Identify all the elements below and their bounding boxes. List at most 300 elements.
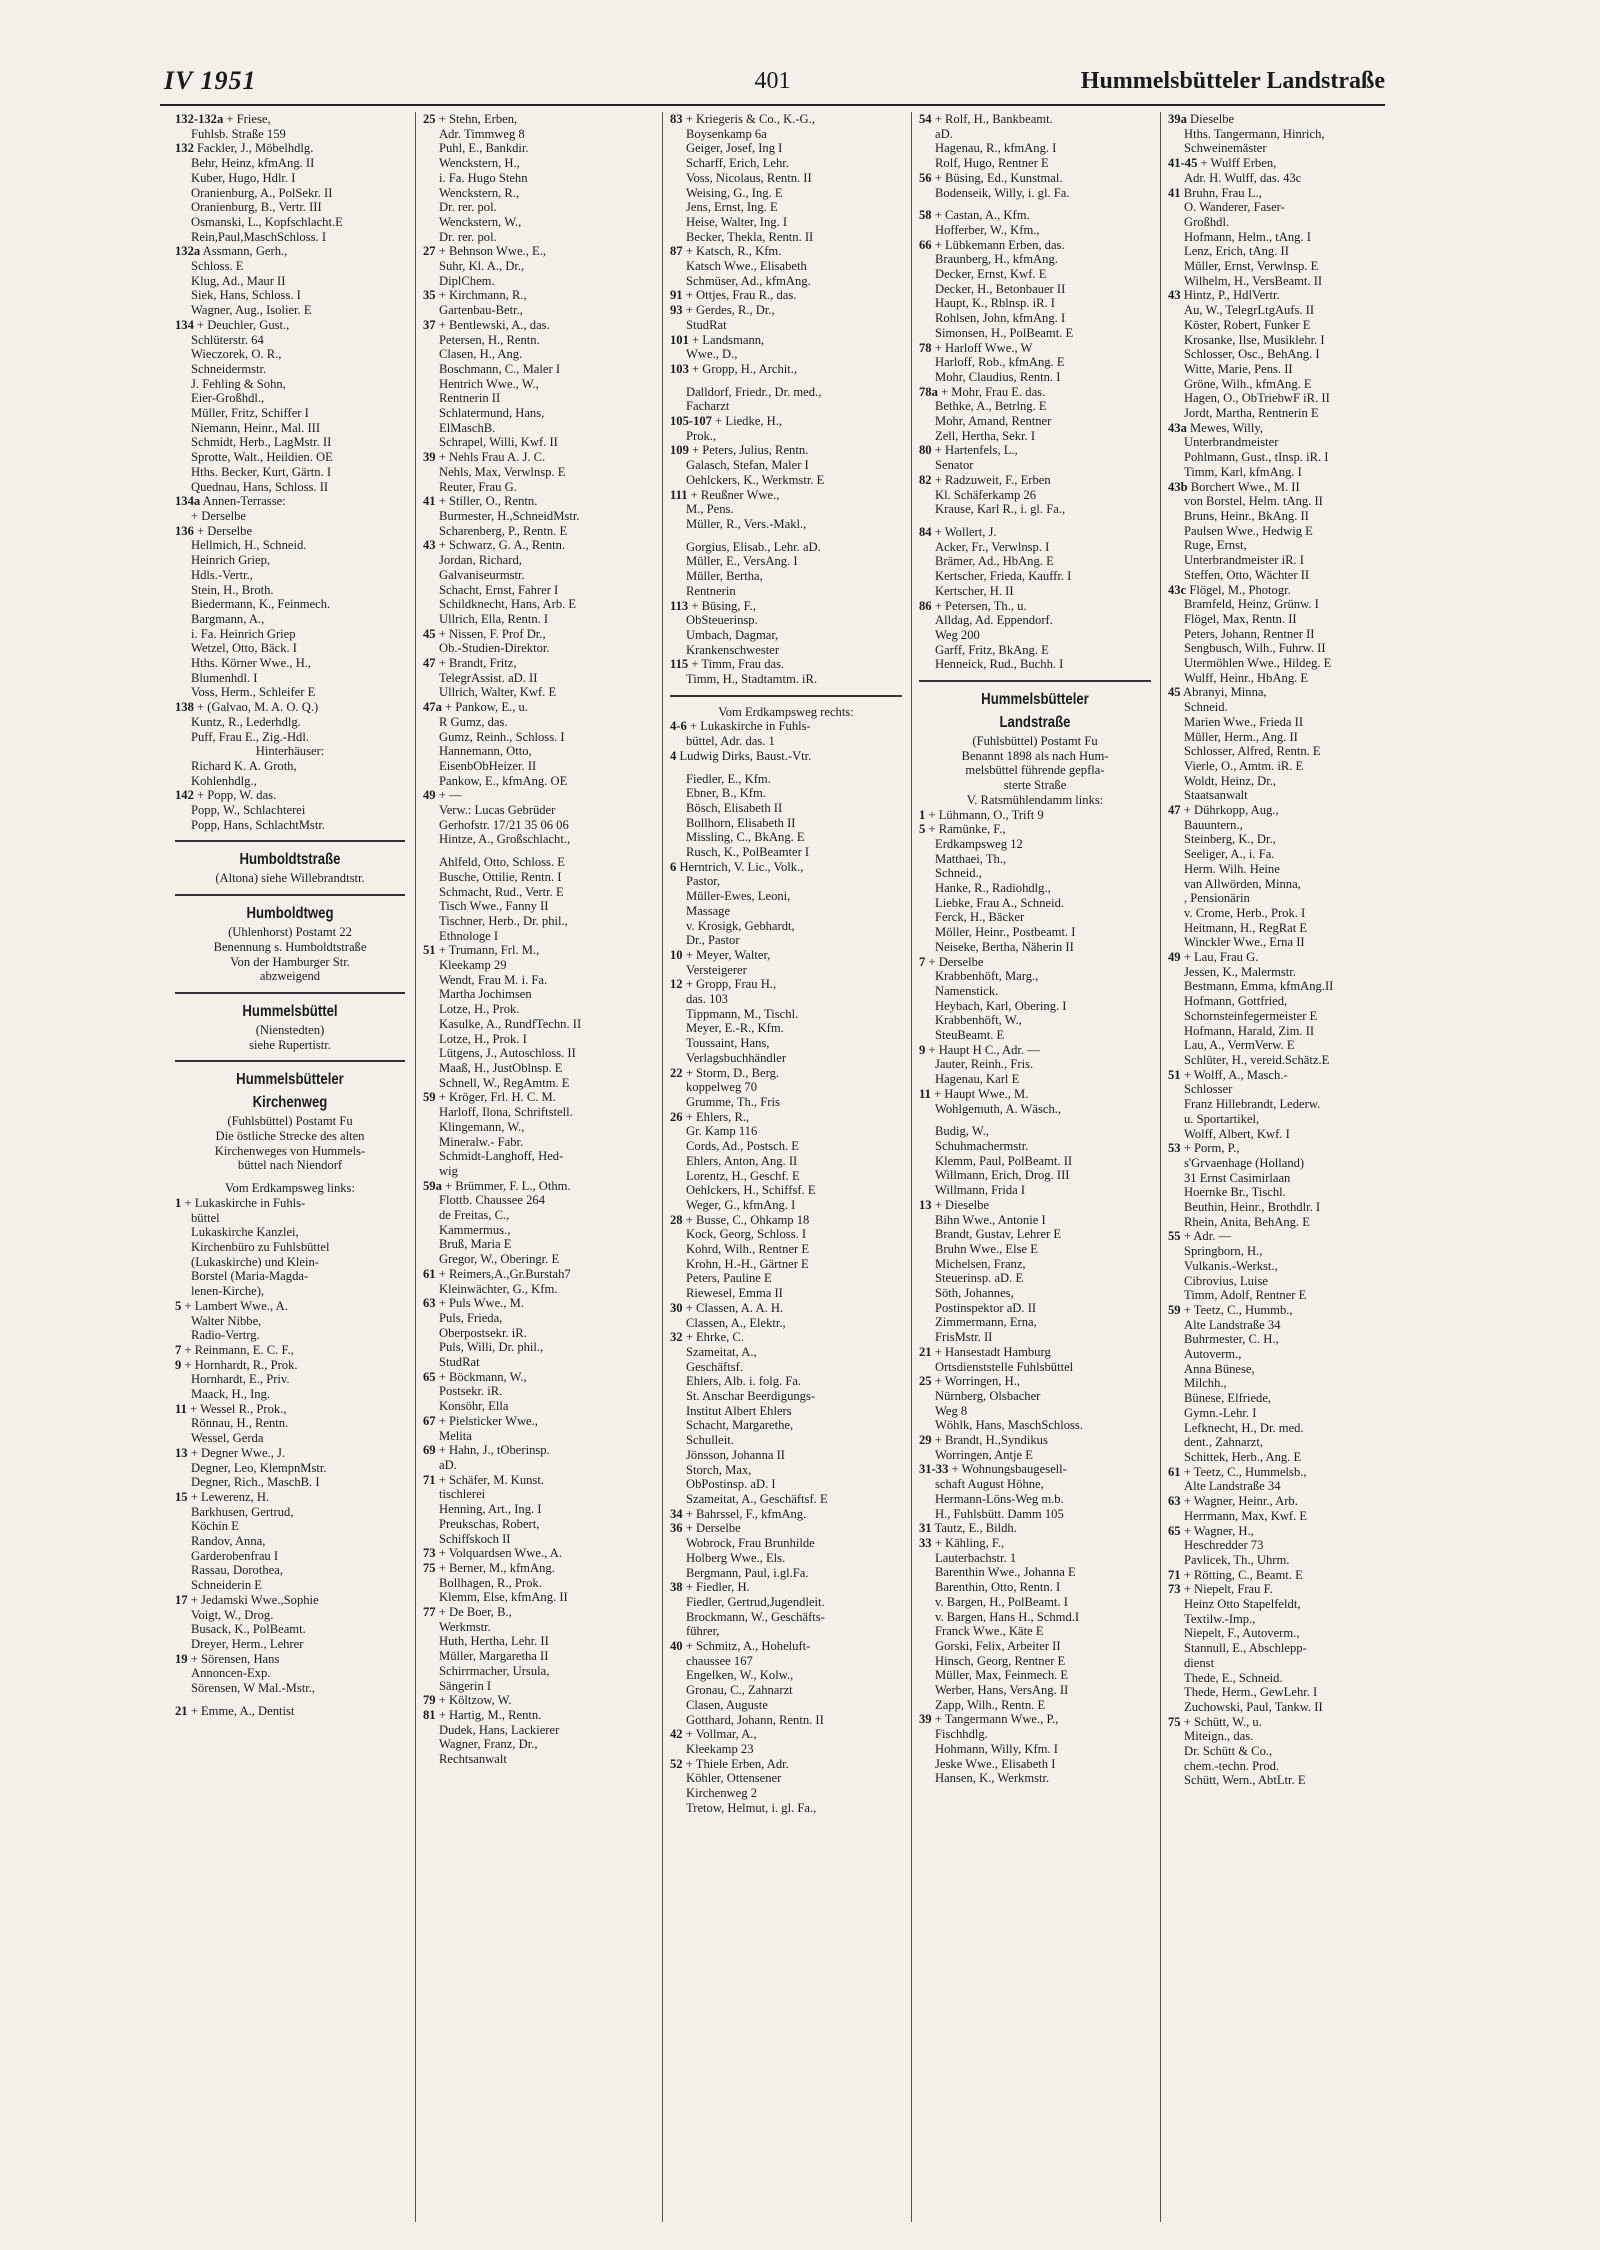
house-entry: 36 + Derselbe [670, 1521, 741, 1536]
resident-entry: Hannemann, Otto, [439, 744, 532, 759]
resident-entry: Vulkanis.-Werkst., [1184, 1258, 1278, 1273]
street-note: Benannt 1898 als nach Hum- [961, 748, 1109, 763]
street-note: (Nienstedten) [255, 1022, 325, 1037]
resident-entry: Rhein, Anita, BehAng. E [1184, 1214, 1310, 1229]
house-entry: 91 + Ottjes, Frau R., das. [670, 288, 797, 303]
resident-entry: Ferck, H., Bäcker [935, 910, 1025, 925]
resident-entry: EisenbObHeizer. II [439, 758, 537, 773]
resident-entry: Boschmann, C., Maler I [439, 361, 561, 376]
resident-entry: Klemm, Paul, PolBeamt. II [935, 1153, 1073, 1168]
resident-entry: Müller, E., VersAng. I [686, 554, 798, 569]
house-entry: 93 + Gerdes, R., Dr., [670, 303, 775, 318]
resident-entry: Kleekamp 23 [686, 1741, 754, 1756]
resident-entry: Stein, H., Broth. [191, 582, 274, 597]
section-rule [175, 992, 405, 994]
house-entry: 37 + Bentlewski, A., das. [423, 317, 550, 332]
resident-entry: Harloff, Ilona, Schriftstell. [439, 1105, 573, 1120]
resident-entry: Preukschas, Robert, [439, 1516, 540, 1531]
resident-entry: Hoernke Br., Tischl. [1184, 1185, 1286, 1200]
resident-entry: StudRat [439, 1355, 480, 1370]
house-entry: 81 + Hartig, M., Rentn. [423, 1707, 542, 1722]
street-note: siehe Rupertistr. [249, 1037, 331, 1052]
resident-entry: Liebke, Frau A., Schneid. [935, 895, 1065, 910]
spacer [670, 377, 902, 385]
resident-entry: Szameitat, A., [686, 1344, 757, 1359]
spacer [919, 200, 1151, 208]
resident-entry: Randov, Anna, [191, 1534, 266, 1549]
street-note: V. Ratsmühlendamm links: [966, 792, 1104, 807]
resident-entry: Textilw.-Imp., [1184, 1611, 1256, 1626]
house-entry: 132 Fackler, J., Möbelhdlg. [175, 141, 314, 156]
resident-entry: Bruns, Heinr., BkAng. II [1184, 508, 1309, 523]
house-entry: 43c Flögel, M., Photogr. [1168, 582, 1291, 597]
spacer [175, 1173, 405, 1181]
street-note: Vom Erdkampsweg links: [225, 1181, 355, 1196]
resident-entry: Kirchenbüro zu Fuhlsbüttel [191, 1240, 330, 1254]
resident-entry: Lukaskirche Kanzlei, [191, 1225, 299, 1240]
resident-entry: Meyer, E.-R., Kfm. [686, 1021, 784, 1036]
resident-entry: Gorski, Felix, Arbeiter II [935, 1638, 1061, 1653]
house-entry: 51 + Wolff, A., Masch.- [1168, 1067, 1288, 1082]
resident-entry: Müller, R., Vers.-Makl., [686, 516, 807, 531]
resident-entry: i. Fa. Hugo Stehn [439, 170, 528, 185]
resident-entry: büttel [191, 1210, 220, 1225]
resident-entry: Cords, Ad., Postsch. E [686, 1139, 800, 1154]
house-entry: 45 Abranyi, Minna, [1168, 685, 1267, 700]
resident-entry: Mohr, Claudius, Rentn. I [935, 369, 1061, 384]
resident-entry: Decker, H., Betonbauer II [935, 281, 1066, 296]
house-entry: 43 Hintz, P., HdlVertr. [1168, 288, 1280, 303]
column-2 [423, 112, 653, 2222]
resident-entry: Bauuntern., [1184, 817, 1243, 832]
resident-entry: Möller, Heinr., Postbeamt. I [935, 925, 1076, 940]
resident-entry: Gumz, Reinh., Schloss. I [439, 729, 565, 744]
resident-entry: Müller, Max, Feinmech. E [935, 1668, 1069, 1683]
house-entry: 1 + Lukaskirche in Fuhls- [175, 1195, 306, 1210]
house-entry: 138 + (Galvao, M. A. O. Q.) [175, 700, 319, 715]
resident-entry: Maaß, H., JustOblnsp. E [439, 1061, 563, 1075]
resident-entry: Adr. Timmweg 8 [439, 126, 525, 141]
resident-entry: Tretow, Helmut, i. gl. Fa., [686, 1800, 817, 1815]
house-entry: 13 + Degner Wwe., J. [175, 1445, 286, 1460]
resident-entry: Ruge, Ernst, [1184, 538, 1247, 553]
house-entry: 63 + Puls Wwe., M. [423, 1296, 524, 1311]
resident-entry: Krosanke, Ilse, Musiklehr. I [1184, 332, 1325, 347]
resident-entry: Fischhdlg. [935, 1727, 988, 1742]
resident-entry: Michelsen, Franz, [935, 1256, 1026, 1271]
resident-entry: Schiffskoch II [439, 1531, 511, 1546]
resident-entry: Schmüser, Ad., kfmAng. [686, 273, 811, 288]
resident-entry: Rein,Paul,MaschSchloss. I [191, 229, 327, 244]
resident-entry: Niepelt, F., Autoverm., [1184, 1626, 1300, 1641]
resident-entry: Geschäftsf. [686, 1359, 743, 1374]
column-divider [911, 112, 912, 2222]
house-entry: 132-132a + Friese, [175, 112, 271, 126]
resident-entry: Brämer, Ad., HbAng. E [935, 554, 1054, 569]
resident-entry: Degner, Rich., MaschB. I [191, 1475, 320, 1490]
resident-entry: Weger, G., kfmAng. I [686, 1197, 796, 1212]
spacer [670, 532, 902, 540]
section-rule [175, 894, 405, 896]
section-rule [175, 840, 405, 842]
house-entry: 58 + Castan, A., Kfm. [919, 208, 1030, 223]
resident-entry: Maack, H., Ing. [191, 1387, 271, 1402]
resident-entry: chem.-techn. Prod. [1184, 1758, 1280, 1773]
house-entry: 27 + Behnson Wwe., E., [423, 244, 546, 259]
resident-entry: Zuchowski, Paul, Tankw. II [1184, 1699, 1323, 1714]
resident-entry: Schlosser, Osc., BehAng. I [1184, 347, 1320, 362]
resident-entry: Miteign., das. [1184, 1729, 1254, 1744]
resident-entry: Schrapel, Willi, Kwf. II [439, 435, 558, 450]
resident-entry: Schloss. E [191, 259, 244, 274]
resident-entry: Heinz Otto Stapelfeldt, [1184, 1597, 1301, 1612]
resident-entry: St. Anschar Beerdigungs- [686, 1389, 816, 1404]
resident-entry: Schlatermund, Hans, [439, 406, 545, 421]
street-heading: Humboldtstraße [239, 851, 341, 869]
resident-entry: Jessen, K., Malermstr. [1184, 964, 1296, 979]
resident-entry: Weg 200 [935, 627, 980, 642]
house-entry: 21 + Emme, A., Dentist [175, 1703, 295, 1718]
resident-entry: Dr. Schütt & Co., [1184, 1744, 1273, 1759]
resident-entry: Jauter, Reinh., Fris. [935, 1057, 1034, 1072]
resident-entry: Heybach, Karl, Obering. I [935, 998, 1067, 1013]
house-entry: 17 + Jedamski Wwe.,Sophie [175, 1592, 319, 1607]
resident-entry: Suhr, Kl. A., Dr., [439, 259, 525, 274]
resident-entry: Katsch Wwe., Elisabeth [686, 259, 807, 274]
street-note: Vom Erdkampsweg rechts: [718, 704, 854, 719]
resident-entry: Sprotte, Walt., Heildien. OE [191, 450, 333, 465]
house-entry: 56 + Büsing, Ed., Kunstmal. [919, 170, 1063, 185]
house-entry: 38 + Fiedler, H. [670, 1580, 750, 1595]
house-entry: 11 + Wessel R., Prok., [175, 1401, 287, 1416]
resident-entry: Pavlicek, Th., Uhrm. [1184, 1552, 1290, 1567]
street-note: (Fuhlsbüttel) Postamt Fu [227, 1114, 353, 1129]
resident-entry: Mineralw.- Fabr. [439, 1134, 524, 1149]
resident-entry: Umbach, Dagmar, [686, 627, 779, 642]
resident-entry: Schneid., [935, 866, 982, 881]
resident-entry: FrisMstr. II [935, 1330, 993, 1345]
resident-entry: Holberg Wwe., Els. [686, 1550, 786, 1565]
resident-entry: Hellmich, H., Schneid. [191, 538, 307, 553]
resident-entry: Zell, Hertha, Sekr. I [935, 428, 1036, 443]
resident-entry: Schirrmacher, Ursula, [439, 1663, 550, 1678]
resident-entry: Jens, Ernst, Ing. E [686, 200, 778, 215]
section-rule [919, 680, 1151, 682]
resident-entry: Richard K. A. Groth, [191, 758, 297, 773]
resident-entry: Martha Jochimsen [439, 987, 532, 1002]
resident-entry: Nürnberg, Olsbacher [935, 1388, 1041, 1403]
resident-entry: dent., Zahnarzt, [1184, 1435, 1264, 1450]
house-entry: 30 + Classen, A. A. H. [670, 1300, 784, 1315]
resident-entry: Zapp, Wilh., Rentn. E [935, 1697, 1046, 1712]
resident-entry: Wenckstern, W., [439, 214, 522, 229]
resident-entry: Lefknecht, H., Dr. med. [1184, 1420, 1304, 1435]
resident-entry: Hentrich Wwe., W., [439, 376, 539, 391]
resident-entry: lenen-Kirche), [191, 1284, 265, 1299]
resident-entry: Schlüterstr. 64 [191, 332, 264, 347]
house-entry: 33 + Kähling, F., [919, 1535, 1005, 1550]
resident-entry: van Allwörden, Minna, [1184, 876, 1301, 891]
resident-entry: Wolff, Albert, Kwf. I [1184, 1126, 1290, 1141]
resident-entry: Barenthin, Otto, Rentn. I [935, 1580, 1061, 1595]
resident-entry: TelegrAssist. aD. II [439, 670, 538, 685]
resident-entry: Pankow, E., kfmAng. OE [439, 773, 568, 788]
resident-entry: Oehlckers, H., Schiffsf. E [686, 1183, 816, 1198]
resident-entry: 31 Ernst Casimirlaan [1184, 1170, 1291, 1185]
resident-entry: Schweinemäster [1184, 141, 1267, 156]
resident-entry: Brockmann, W., Geschäfts- [686, 1609, 825, 1624]
house-entry: 134 + Deuchler, Gust., [175, 317, 290, 332]
resident-entry: Kl. Schäferkamp 26 [935, 487, 1037, 502]
resident-entry: v. Bargen, Hans H., Schmd.I [935, 1609, 1080, 1624]
resident-entry: Hagenau, R., kfmAng. I [935, 141, 1057, 156]
resident-entry: Willmann, Frida I [935, 1183, 1026, 1198]
resident-entry: Timm, H., Stadtamtm. iR. [686, 672, 818, 687]
house-entry: 105-107 + Liedke, H., [670, 414, 783, 429]
street-note: melsbüttel führende gepfla- [965, 763, 1105, 778]
house-entry: 45 + Nissen, F. Prof Dr., [423, 626, 546, 641]
house-entry: 134a Annen-Terrasse: [175, 494, 286, 509]
resident-entry: Winckler Wwe., Erna II [1184, 935, 1305, 950]
resident-entry: Milchh., [1184, 1376, 1227, 1391]
resident-entry: Gronau, C., Zahnarzt [686, 1683, 793, 1698]
resident-entry: v. Krosigk, Gebhardt, [686, 918, 795, 933]
resident-entry: u. Sportartikel, [1184, 1111, 1260, 1126]
resident-entry: Schneidermstr. [191, 361, 267, 376]
resident-entry: Heschredder 73 [1184, 1538, 1264, 1553]
resident-entry: Anna Bünese, [1184, 1361, 1255, 1376]
resident-entry: Siek, Hans, Schloss. I [191, 288, 301, 303]
resident-entry: Nehls, Max, Verwlnsp. E [439, 464, 566, 479]
house-entry: 66 + Lübkemann Erben, das. [919, 237, 1065, 252]
house-entry: 34 + Bahrssel, F., kfmAng. [670, 1506, 807, 1521]
house-entry: 61 + Teetz, C., Hummelsb., [1168, 1464, 1307, 1479]
house-entry: 29 + Brandt, H.,Syndikus [919, 1433, 1048, 1448]
resident-entry: Jönsson, Johanna II [686, 1447, 785, 1462]
resident-entry: Thede, Herm., GewLehr. I [1184, 1685, 1318, 1700]
resident-entry: Bünese, Elfriede, [1184, 1391, 1272, 1406]
house-entry: 9 + Hornhardt, R., Prok. [175, 1357, 298, 1372]
resident-entry: Wenckstern, H., [439, 156, 520, 171]
section-rule [670, 695, 902, 697]
house-entry: 55 + Adr. — [1168, 1229, 1232, 1244]
resident-entry: Kirchenweg 2 [686, 1786, 757, 1801]
house-entry: 7 + Derselbe [919, 954, 984, 969]
house-entry: 52 + Thiele Erben, Adr. [670, 1756, 789, 1771]
resident-entry: Verw.: Lucas Gebrüder [439, 803, 556, 818]
resident-entry: Ebner, B., Kfm. [686, 786, 766, 801]
resident-entry: Oehlckers, K., Werkmstr. E [686, 472, 825, 487]
resident-entry: Schacht, Margarethe, [686, 1418, 794, 1433]
resident-entry: Schmacht, Rud., Vertr. E [439, 884, 564, 899]
house-entry: 10 + Meyer, Walter, [670, 947, 771, 962]
resident-entry: Buhrmester, C. H., [1184, 1332, 1279, 1347]
resident-entry: Grumme, Th., Fris [686, 1095, 780, 1109]
house-entry: 84 + Wollert, J. [919, 524, 997, 539]
resident-entry: Puff, Frau E., Zig.-Hdl. [191, 729, 309, 744]
resident-entry: Degner, Leo, KlempnMstr. [191, 1460, 327, 1475]
resident-entry: Rolf, Hugo, Rentner E [935, 156, 1049, 171]
resident-entry: Henning, Art., Ing. I [439, 1502, 542, 1517]
resident-entry: s'Grvaenhage (Holland) [1184, 1155, 1305, 1170]
house-entry: 65 + Böckmann, W., [423, 1369, 527, 1384]
resident-entry: Lotze, H., Prok. I [439, 1031, 527, 1046]
resident-entry: Timm, Adolf, Rentner E [1184, 1288, 1307, 1303]
house-entry: 15 + Lewerenz, H. [175, 1489, 270, 1504]
resident-entry: Wöhlk, Hans, MaschSchloss. [935, 1418, 1083, 1433]
house-entry: 47a + Pankow, E., u. [423, 700, 528, 715]
resident-entry: Franz Hillebrandt, Lederw. [1184, 1097, 1321, 1112]
resident-entry: Namenstick. [935, 983, 999, 998]
resident-entry: büttel, Adr. das. 1 [686, 734, 775, 749]
resident-entry: Kohrd, Wilh., Rentner E [686, 1242, 810, 1257]
resident-entry: Puls, Willi, Dr. phil., [439, 1340, 544, 1355]
house-entry: 25 + Stehn, Erben, [423, 112, 518, 126]
resident-entry: Ehlers, Anton, Ang. II [686, 1153, 798, 1168]
resident-entry: Bethke, A., Betrlng. E [935, 399, 1047, 414]
resident-entry: Unterbrandmeister [1184, 435, 1279, 450]
resident-entry: Hdls.-Vertr., [191, 567, 253, 582]
resident-entry: Biedermann, K., Feinmech. [191, 597, 331, 612]
resident-entry: Zimmermann, Erna, [935, 1315, 1037, 1330]
resident-entry: Schuhmachermstr. [935, 1139, 1029, 1153]
resident-entry: Niemann, Heinr., Mal. III [191, 420, 321, 435]
resident-entry: Müller, Margaretha II [439, 1649, 549, 1664]
resident-entry: Sängerin I [439, 1678, 492, 1693]
resident-entry: Ehlers, Alb. i. folg. Fa. [686, 1374, 802, 1389]
resident-entry: Großhdl. [1184, 214, 1230, 229]
resident-entry: aD. [935, 126, 953, 141]
resident-entry: Bollhagen, R., Prok. [439, 1575, 542, 1590]
resident-entry: Peters, Johann, Rentner II [1184, 626, 1315, 641]
resident-entry: Acker, Fr., Verwlnsp. I [935, 539, 1050, 554]
street-note: sterte Straße [1003, 778, 1067, 793]
resident-entry: Institut Albert Ehlers [686, 1403, 792, 1418]
resident-entry: Kohlenhdlg., [191, 773, 257, 788]
resident-entry: Wieczorek, O. R., [191, 347, 282, 362]
house-entry: 41-45 + Wulff Erben, [1168, 156, 1277, 171]
house-entry: 49 + — [423, 788, 462, 803]
house-entry: 43 + Schwarz, G. A., Rentn. [423, 538, 566, 553]
resident-entry: Hohmann, Willy, Kfm. I [935, 1741, 1058, 1756]
resident-entry: Prok., [686, 428, 717, 443]
resident-entry: Hermann-Löns-Weg m.b. [935, 1491, 1064, 1506]
house-entry: 69 + Hahn, J., tOberinsp. [423, 1443, 550, 1458]
resident-entry: Hagenau, Karl E [935, 1072, 1020, 1087]
resident-entry: Kock, Georg, Schloss. I [686, 1227, 807, 1242]
resident-entry: Walter Nibbe, [191, 1313, 262, 1328]
resident-entry: Lorentz, H., Geschf. E [686, 1168, 800, 1183]
resident-entry: Quednau, Hans, Schloss. II [191, 479, 329, 494]
resident-entry: Paulsen Wwe., Hedwig E [1184, 523, 1313, 538]
resident-entry: Hofmann, Helm., tAng. I [1184, 229, 1311, 244]
resident-entry: Schneiderin E [191, 1578, 262, 1593]
resident-entry: de Freitas, C., [439, 1208, 510, 1223]
street-heading: Landstraße [999, 714, 1071, 732]
street-note: Kirchenweges von Hummels- [214, 1143, 366, 1158]
house-entry: 28 + Busse, C., Ohkamp 18 [670, 1212, 810, 1227]
column-divider [415, 112, 416, 2222]
resident-entry: Popp, Hans, SchlachtMstr. [191, 817, 325, 832]
resident-entry: Müller, Ernst, Verwlnsp. E [1184, 259, 1319, 274]
resident-entry: Steuerinsp. aD. E [935, 1271, 1024, 1286]
resident-entry: Cibrovius, Luise [1184, 1273, 1268, 1288]
resident-entry: Peters, Pauline E [686, 1271, 772, 1286]
resident-entry: Wobrock, Frau Brunhilde [686, 1536, 815, 1551]
house-entry: 40 + Schmitz, A., Hoheluft- [670, 1639, 811, 1654]
house-entry: 39a Dieselbe [1168, 112, 1235, 126]
resident-entry: Wetzel, Otto, Bäck. I [191, 641, 297, 656]
resident-entry: Voss, Herm., Schleifer E [191, 685, 316, 700]
resident-entry: Voss, Nicolaus, Rentn. II [686, 170, 812, 185]
resident-entry: Heitmann, H., RegRat E [1184, 920, 1308, 935]
resident-entry: Unterbrandmeister iR. I [1184, 553, 1304, 568]
resident-entry: Hagen, O., ObTriebwF iR. II [1184, 391, 1330, 406]
resident-entry: Heise, Walter, Ing. I [686, 214, 788, 229]
street-heading: Hummelsbütteler [236, 1071, 344, 1089]
resident-entry: Söth, Johannes, [935, 1286, 1014, 1301]
house-entry: 71 + Rötting, C., Beamt. E [1168, 1567, 1303, 1582]
resident-entry: Schildknecht, Hans, Arb. E [439, 597, 577, 612]
resident-entry: Missling, C., BkAng. E [686, 830, 805, 845]
resident-entry: Weg 8 [935, 1403, 968, 1418]
resident-entry: ObSteuerinsp. [686, 613, 758, 628]
house-entry: 19 + Sörensen, Hans [175, 1651, 280, 1666]
resident-entry: + Derselbe [191, 508, 247, 523]
resident-entry: Gröne, Wilh., kfmAng. E [1184, 376, 1312, 391]
running-head: Hummelsbütteler Landstraße [1080, 68, 1385, 94]
resident-entry: M., Pens. [686, 502, 734, 517]
resident-entry: Wagner, Aug., Isolier. E [191, 303, 312, 318]
resident-entry: Müller, Fritz, Schiffer I [191, 406, 309, 421]
resident-entry: Melita [439, 1428, 472, 1443]
house-entry: 31 Tautz, E., Bildh. [919, 1521, 1017, 1536]
resident-entry: Franck Wwe., Käte E [935, 1624, 1044, 1639]
resident-entry: Schittek, Herb., Ang. E [1184, 1449, 1302, 1464]
resident-entry: Thede, E., Schneid. [1184, 1670, 1283, 1685]
resident-entry: Clasen, H., Ang. [439, 347, 523, 362]
resident-entry: Rohlsen, John, kfmAng. I [935, 311, 1066, 326]
resident-entry: Henneick, Rud., Buchh. I [935, 657, 1064, 672]
resident-entry: Pastor, [686, 874, 721, 889]
resident-entry: Schornsteinfegermeister E [1184, 1008, 1318, 1023]
house-entry: 47 + Dührkopp, Aug., [1168, 803, 1279, 818]
resident-entry: Kleekamp 29 [439, 958, 507, 973]
resident-entry: DiplChem. [439, 273, 495, 288]
resident-entry: Verlagsbuchhändler [686, 1050, 787, 1065]
resident-entry: Rentnerin II [439, 391, 501, 406]
resident-entry: tischlerei [439, 1487, 486, 1502]
resident-entry: Blumenhdl. I [191, 670, 258, 685]
resident-entry: Garderobenfrau I [191, 1548, 279, 1563]
resident-entry: Witte, Marie, Pens. II [1184, 361, 1293, 376]
resident-entry: Bruhn Wwe., Else E [935, 1241, 1038, 1256]
street-heading: Humboldtweg [246, 905, 334, 923]
resident-entry: Steffen, Otto, Wächter II [1184, 567, 1310, 582]
resident-entry: Fuhlsb. Straße 159 [191, 126, 286, 141]
resident-entry: ObPostinsp. aD. I [686, 1477, 776, 1492]
resident-entry: O. Wanderer, Faser- [1184, 200, 1285, 215]
house-entry: 41 + Stiller, O., Rentn. [423, 494, 538, 509]
column-4 [919, 112, 1151, 2222]
house-entry: 39 + Tangermann Wwe., P., [919, 1712, 1059, 1727]
resident-entry: Klug, Ad., Maur II [191, 273, 286, 288]
resident-entry: Rönnau, H., Rentn. [191, 1416, 289, 1431]
house-entry: 136 + Derselbe [175, 523, 253, 538]
resident-entry: Kasulke, A., RundfTechn. II [439, 1016, 582, 1031]
resident-entry: Burmester, H.,SchneidMstr. [439, 508, 580, 523]
resident-entry: Gartenbau-Betr., [439, 303, 523, 318]
